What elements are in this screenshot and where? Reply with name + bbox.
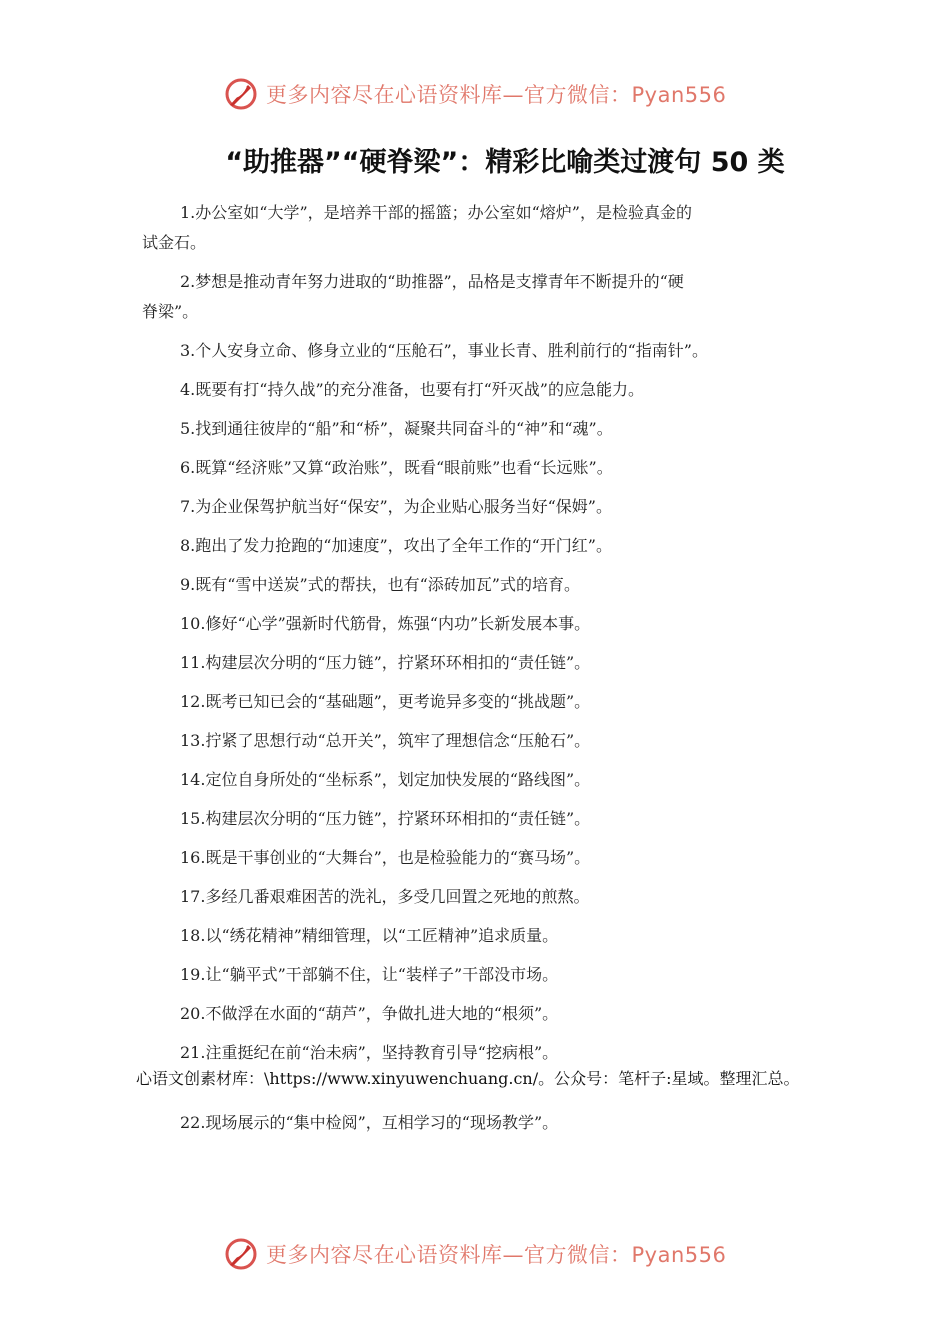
list-item: 22.现场展示的“集中检阅”，互相学习的“现场教学”。 xyxy=(180,1113,559,1132)
list-item xyxy=(142,267,807,327)
footer-banner xyxy=(224,1234,726,1274)
list-item: 5.找到通往彼岸的“船”和“桥”，凝聚共同奋斗的“神”和“魂”。 xyxy=(180,419,613,438)
item-text: 2.梦想是推动青年努力进取的“助推器”，品格是支撑青年不断提升的“硬 xyxy=(180,272,684,291)
list-item: 12.既考已知已会的“基础题”，更考诡异多变的“挑战题”。 xyxy=(180,692,591,711)
list-item: 10.修好“心学”强新时代筋骨，炼强“内功”长新发展本事。 xyxy=(180,614,591,633)
list-item: 20.不做浮在水面的“葫芦”，争做扎进大地的“根须”。 xyxy=(180,1004,559,1023)
quill-logo-icon xyxy=(224,77,258,111)
list-item: 13.拧紧了思想行动“总开关”，筑牢了理想信念“压舱石”。 xyxy=(180,731,591,750)
list-item xyxy=(142,198,807,258)
list-item: 15.构建层次分明的“压力链”，拧紧环环相扣的“责任链”。 xyxy=(180,809,591,828)
footer-banner-text: 更多内容尽在心语资料库—官方微信：Pyan556 xyxy=(266,1243,727,1267)
list-item: 14.定位自身所处的“坐标系”，划定加快发展的“路线图”。 xyxy=(180,770,591,789)
list-item: 9.既有“雪中送炭”式的帮扶，也有“添砖加瓦”式的培育。 xyxy=(180,575,580,594)
list-item: 17.多经几番艰难困苦的洗礼，多受几回置之死地的煎熬。 xyxy=(180,887,590,906)
list-item: 21.注重挺纪在前“治未病”，坚持教育引导“挖病根”。 xyxy=(180,1043,559,1062)
item-text: 1.办公室如“大学”，是培养干部的摇篮；办公室如“熔炉”，是检验真金的 xyxy=(180,203,692,222)
item-text-continued: 试金石。 xyxy=(142,233,207,252)
list-item: 18.以“绣花精神”精细管理，以“工匠精神”追求质量。 xyxy=(180,926,559,945)
list-item: 3.个人安身立命、修身立业的“压舱石”，事业长青、胜利前行的“指南针”。 xyxy=(180,341,708,360)
page-title: “助推器”“硬脊梁”：精彩比喻类过渡句 50 类 xyxy=(225,147,785,178)
header-banner-text: 更多内容尽在心语资料库—官方微信：Pyan556 xyxy=(266,83,727,107)
quill-logo-icon xyxy=(224,1237,258,1271)
item-text-continued: 脊梁”。 xyxy=(142,302,199,321)
header-banner xyxy=(224,74,726,114)
source-note: 心语文创素材库：\https://www.xinyuwenchuang.cn/。公众号：笔杆子:星域。整理汇总。 xyxy=(136,1069,800,1088)
list-item: 6.既算“经济账”又算“政治账”，既看“眼前账”也看“长远账”。 xyxy=(180,458,613,477)
list-item: 7.为企业保驾护航当好“保安”，为企业贴心服务当好“保姆”。 xyxy=(180,497,612,516)
list-item: 19.让“躺平式”干部躺不住，让“装样子”干部没市场。 xyxy=(180,965,559,984)
list-item: 8.跑出了发力抢跑的“加速度”，攻出了全年工作的“开门红”。 xyxy=(180,536,612,555)
list-item: 11.构建层次分明的“压力链”，拧紧环环相扣的“责任链”。 xyxy=(180,653,591,672)
sentence-list xyxy=(142,198,807,1147)
list-item: 16.既是干事创业的“大舞台”，也是检验能力的“赛马场”。 xyxy=(180,848,591,867)
list-item: 4.既要有打“持久战”的充分准备，也要有打“歼灭战”的应急能力。 xyxy=(180,380,644,399)
